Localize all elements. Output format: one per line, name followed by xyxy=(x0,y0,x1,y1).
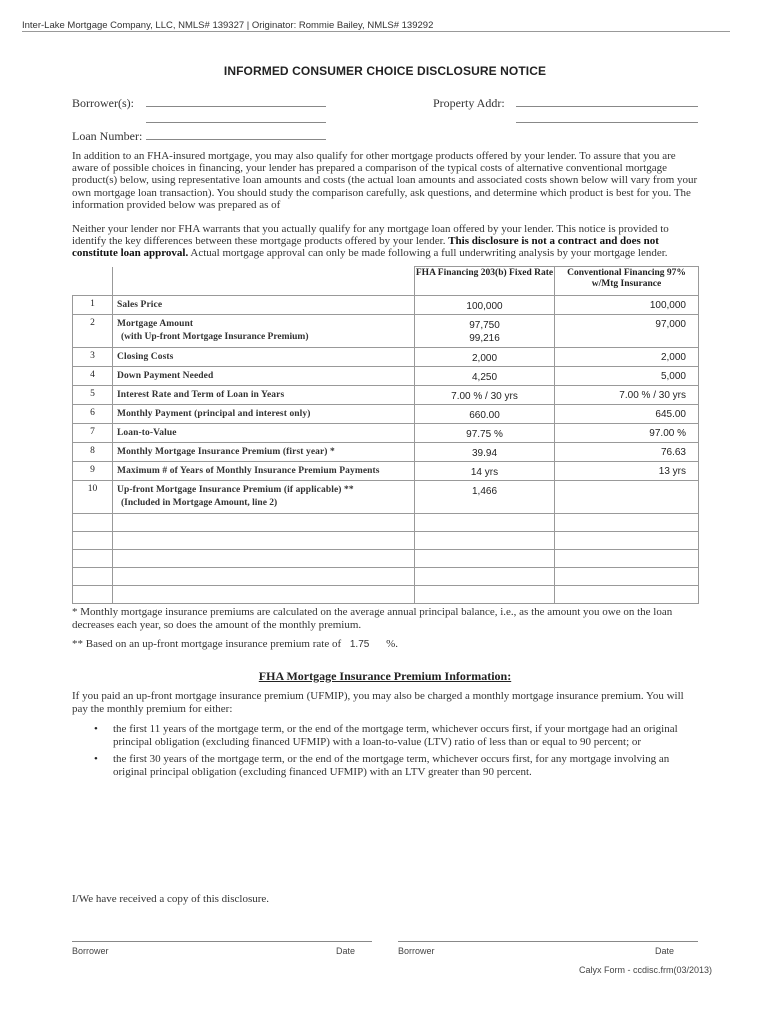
row-description xyxy=(113,348,415,367)
conventional-value: 645.00 xyxy=(555,405,699,424)
conventional-value: 13 yrs xyxy=(555,462,699,481)
blank-table-row xyxy=(73,514,699,532)
blank-cell xyxy=(113,514,415,532)
fha-value: 4,250 xyxy=(471,372,498,383)
row-label: Monthly Mortgage Insurance Premium (first year) * xyxy=(117,447,335,457)
borrower-2-signature-line[interactable] xyxy=(398,941,698,942)
row-description xyxy=(113,367,415,386)
row-number: 8 xyxy=(73,443,113,462)
row-label: Closing Costs xyxy=(117,352,174,362)
fha-value: 14 yrs xyxy=(470,467,499,478)
fha-value: 39.94 xyxy=(471,448,498,459)
table-header-row xyxy=(73,267,699,296)
fha-value-cell xyxy=(415,462,555,481)
header-divider xyxy=(22,31,730,32)
intro-paragraph: In addition to an FHA-insured mortgage, you may also qualify for other mortgage products offered by your lender. To assure that you are aware of possible choices in financing, your lender has prepared a comparison of the typical costs of alternative conventional mortgage product(s) below, using representative loan amounts and costs (the actual loan amounts and associated costs shown below will vary from your own mortgage loan transaction). You should study the comparison carefully, ask questions, and determine which product is best for you. The information provided below was prepared as of xyxy=(72,150,698,211)
row-label: Mortgage Amount xyxy=(117,319,194,329)
table-row xyxy=(73,296,699,315)
fha-value: 2,000 xyxy=(471,353,498,364)
blank-cell xyxy=(113,550,415,568)
fha-value-with-ufmip: 99,216 xyxy=(469,333,500,344)
row-label: Up-front Mortgage Insurance Premium (if applicable) ** xyxy=(117,485,354,495)
fha-insurance-intro: If you paid an up-front mortgage insurance premium (UFMIP), you may also be charged a monthly mortgage insurance premium. You will pay the monthly premium for either: xyxy=(72,690,684,715)
blank-cell xyxy=(415,568,555,586)
footnote-upfront-text-a: ** Based on an up-front mortgage insurance premium rate of xyxy=(72,638,342,650)
row-number: 5 xyxy=(73,386,113,405)
borrower-1-signature-line[interactable] xyxy=(72,941,372,942)
fha-value-cell xyxy=(415,348,555,367)
company-header: Inter-Lake Mortgage Company, LLC, NMLS# 139327 | Originator: Rommie Bailey, NMLS# 139292 xyxy=(22,20,434,31)
table-row xyxy=(73,481,699,514)
fha-value: 100,000 xyxy=(466,301,503,312)
blank-cell xyxy=(555,586,699,604)
blank-cell xyxy=(73,514,113,532)
row-number: 6 xyxy=(73,405,113,424)
blank-cell xyxy=(415,532,555,550)
fha-value-cell xyxy=(415,424,555,443)
row-description xyxy=(113,405,415,424)
header-conventional-financing: Conventional Financing 97% w/Mtg Insurance xyxy=(555,267,699,296)
fha-insurance-heading: FHA Mortgage Insurance Premium Information: xyxy=(258,669,512,683)
row-description xyxy=(113,296,415,315)
row-number: 10 xyxy=(73,481,113,514)
fha-value-cell xyxy=(415,367,555,386)
fha-value: 660.00 xyxy=(469,410,500,421)
loan-comparison-table xyxy=(72,266,699,604)
blank-table-row xyxy=(73,532,699,550)
blank-table-row xyxy=(73,568,699,586)
row-number: 2 xyxy=(73,315,113,348)
header-blank-num xyxy=(73,267,113,296)
disclaimer-text-a: Neither your lender nor FHA warrants that you actually qualify for any mortgage loan offered by your lender. This notice is provided to identify the key differences between these mortgage products offered by your lender. xyxy=(72,223,669,248)
conventional-value: 97,000 xyxy=(555,315,699,348)
borrowers-field-line-1[interactable] xyxy=(146,106,326,107)
blank-cell xyxy=(73,586,113,604)
borrowers-label: Borrower(s): xyxy=(72,96,134,110)
fha-value: 7.00 % / 30 yrs xyxy=(451,391,518,402)
fha-value-cell xyxy=(415,315,555,348)
borrower-2-label: Borrower xyxy=(398,946,435,956)
blank-cell xyxy=(415,514,555,532)
table-row xyxy=(73,443,699,462)
row-description xyxy=(113,315,415,348)
header-blank-desc xyxy=(113,267,415,296)
table-body xyxy=(73,296,699,604)
fha-value-cell xyxy=(415,405,555,424)
table-row xyxy=(73,405,699,424)
blank-cell xyxy=(555,550,699,568)
table-row xyxy=(73,424,699,443)
form-identifier: Calyx Form - ccdisc.frm(03/2013) xyxy=(579,965,713,975)
fha-value-cell xyxy=(415,443,555,462)
blank-cell xyxy=(73,550,113,568)
blank-cell xyxy=(555,514,699,532)
blank-cell xyxy=(113,568,415,586)
blank-cell xyxy=(113,586,415,604)
blank-cell xyxy=(73,532,113,550)
row-number: 4 xyxy=(73,367,113,386)
borrowers-field-line-2[interactable] xyxy=(146,122,326,123)
receipt-acknowledgement: I/We have received a copy of this disclosure. xyxy=(72,893,270,905)
row-label: Down Payment Needed xyxy=(117,371,214,381)
property-address-label: Property Addr: xyxy=(433,96,505,110)
table-row xyxy=(73,315,699,348)
blank-table-row xyxy=(73,586,699,604)
row-label: Loan-to-Value xyxy=(117,428,177,438)
conventional-value: 100,000 xyxy=(555,296,699,315)
fha-value: 97.75 % xyxy=(466,429,503,440)
blank-cell xyxy=(113,532,415,550)
conventional-value: 76.63 xyxy=(555,443,699,462)
conventional-value: 5,000 xyxy=(555,367,699,386)
loan-number-field-line[interactable] xyxy=(146,139,326,140)
document-title: INFORMED CONSUMER CHOICE DISCLOSURE NOTICE xyxy=(223,64,547,78)
borrower-2-date-label: Date xyxy=(655,946,675,956)
row-number: 7 xyxy=(73,424,113,443)
row-label: Interest Rate and Term of Loan in Years xyxy=(117,390,285,400)
header-fha-financing: FHA Financing 203(b) Fixed Rate xyxy=(415,267,555,296)
fha-bullet-11-years: the first 11 years of the mortgage term, or the end of the mortgage term, whichever occurs first, if your mortgage had an original principal obligation (excluding financed UFMIP) with a loan-to-value (LTV) ratio of less than or equal to 90 percent; or xyxy=(113,723,678,748)
fha-bullet-30-years: the first 30 years of the mortgage term, or the end of the mortgage term, whichever occurs first, for any mortgage involving an original principal obligation (excluding financed UFMIP) with an LTV greater than 90 percent. xyxy=(113,753,670,778)
blank-cell xyxy=(555,532,699,550)
row-sublabel: (Included in Mortgage Amount, line 2) xyxy=(121,497,278,508)
row-description xyxy=(113,481,415,514)
fha-value-cell xyxy=(415,481,555,514)
row-description xyxy=(113,424,415,443)
row-label: Monthly Payment (principal and interest only) xyxy=(117,409,311,419)
footnote-upfront-premium-rate xyxy=(72,638,704,652)
table-row xyxy=(73,386,699,405)
footnote-monthly-premium: * Monthly mortgage insurance premiums are calculated on the average annual principal balance, i.e., as the amount you owe on the loan decreases each year, so does the amount of the monthly premium. xyxy=(72,606,673,631)
row-description xyxy=(113,443,415,462)
conventional-value xyxy=(555,481,699,514)
table-row xyxy=(73,348,699,367)
fha-value: 97,750 xyxy=(469,320,500,331)
blank-cell xyxy=(555,568,699,586)
fha-value-cell xyxy=(415,296,555,315)
row-label: Maximum # of Years of Monthly Insurance Premium Payments xyxy=(117,466,380,476)
upfront-premium-rate-value: 1.75 xyxy=(349,639,370,650)
row-sublabel: (with Up-front Mortgage Insurance Premium) xyxy=(121,331,309,342)
blank-table-row xyxy=(73,550,699,568)
row-label: Sales Price xyxy=(117,300,163,310)
blank-cell xyxy=(415,550,555,568)
borrower-1-label: Borrower xyxy=(72,946,109,956)
fha-value-cell xyxy=(415,386,555,405)
conventional-value: 7.00 % / 30 yrs xyxy=(555,386,699,405)
row-description xyxy=(113,386,415,405)
conventional-value: 2,000 xyxy=(555,348,699,367)
loan-number-label: Loan Number: xyxy=(72,129,143,143)
row-description xyxy=(113,462,415,481)
row-number: 3 xyxy=(73,348,113,367)
disclaimer-text-b: Actual mortgage approval can only be made following a full underwriting analysis by your mortgage lender. xyxy=(190,247,668,260)
property-address-line-1[interactable] xyxy=(516,106,698,107)
conventional-value: 97.00 % xyxy=(555,424,699,443)
blank-cell xyxy=(73,568,113,586)
borrower-1-date-label: Date xyxy=(336,946,356,956)
bullet-2-marker: • xyxy=(94,753,98,765)
fha-value: 1,466 xyxy=(471,486,498,497)
property-address-line-2[interactable] xyxy=(516,122,698,123)
disclaimer-paragraph xyxy=(72,223,702,260)
row-number: 9 xyxy=(73,462,113,481)
blank-cell xyxy=(415,586,555,604)
table-row xyxy=(73,367,699,386)
table-row xyxy=(73,462,699,481)
bullet-1-marker: • xyxy=(94,723,98,735)
disclaimer-bold-statement: This disclosure is not a contract and does not constitute loan approval. xyxy=(72,235,659,260)
row-number: 1 xyxy=(73,296,113,315)
footnote-upfront-text-b: %. xyxy=(386,638,398,650)
